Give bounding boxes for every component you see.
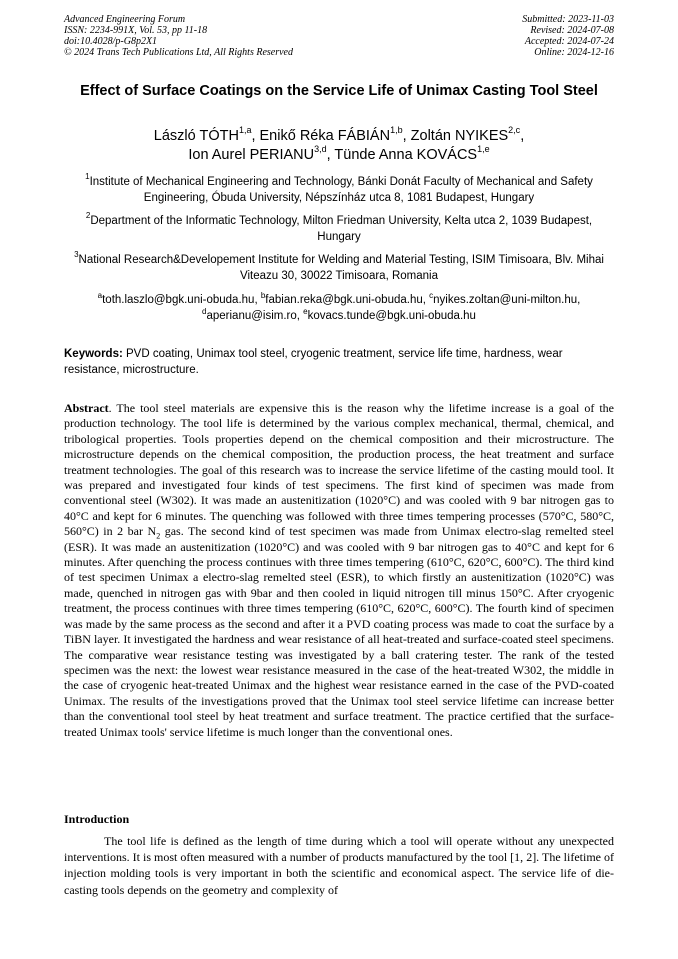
abstract bbox=[64, 401, 614, 740]
introduction-paragraph: The tool life is defined as the length of time during which a tool will operate without any unexpected interventions. It is most often measured with a number of products manufactured by the tool [1, 2]. The lifetime of injection molding tools is very important in both the scientific and economical aspect. The service life of die-casting tools depends on the geometry and complexity of bbox=[64, 834, 614, 897]
email-link[interactable]: fabian.reka@bgk.uni-obuda.hu bbox=[265, 294, 423, 306]
author-name: Enikő Réka FÁBIÁN bbox=[259, 128, 391, 144]
affiliation-2 bbox=[64, 213, 614, 245]
affiliation-marker: 2 bbox=[85, 211, 91, 221]
section-heading-introduction: Introduction bbox=[64, 812, 130, 826]
revised-date: Revised: 2024-07-08 bbox=[530, 25, 614, 36]
keywords-text: PVD coating, Unimax tool steel, cryogenic treatment, service life time, hardness, wear resistance, microstructure. bbox=[64, 348, 563, 376]
paper-title: Effect of Surface Coatings on the Service Life of Unimax Casting Tool Steel bbox=[80, 83, 598, 99]
affiliation-3 bbox=[64, 252, 614, 284]
journal-info bbox=[64, 14, 384, 58]
author-affil-marker: 1,e bbox=[477, 144, 490, 155]
submitted-date: Submitted: 2023-11-03 bbox=[522, 14, 614, 25]
author-name: Zoltán NYIKES bbox=[410, 128, 509, 144]
author-name: Tünde Anna KOVÁCS bbox=[334, 147, 478, 163]
accepted-date: Accepted: 2024-07-24 bbox=[524, 36, 614, 47]
affiliation-text: National Research&Developement Institute for Welding and Material Testing, ISIM Timisoara, Blv. Mihai Viteazu 30, 30022 Timisoara, Romania bbox=[78, 254, 604, 282]
affiliation-text: Department of the Informatic Technology, Milton Friedman University, Kelta utca 2, 1039 Budapest, Hungary bbox=[90, 215, 593, 243]
issn-line: ISSN: 2234-991X, Vol. 53, pp 11-18 bbox=[64, 25, 208, 36]
journal-name: Advanced Engineering Forum bbox=[64, 14, 186, 25]
author-affil-marker: 1,b bbox=[390, 125, 403, 136]
email-marker: e bbox=[303, 307, 308, 317]
email-link[interactable]: toth.laszlo@bgk.uni-obuda.hu bbox=[102, 294, 255, 306]
author-name: Ion Aurel PERIANU bbox=[188, 147, 315, 163]
affiliation-marker: 3 bbox=[74, 250, 79, 260]
email-marker: d bbox=[202, 307, 207, 317]
email-marker: b bbox=[260, 291, 266, 301]
doi-link[interactable]: doi:10.4028/p-G8p2X1 bbox=[64, 36, 158, 47]
submission-dates bbox=[374, 14, 614, 58]
keywords bbox=[64, 346, 614, 378]
author-affil-marker: 2,c bbox=[508, 125, 521, 136]
affiliation-1 bbox=[64, 174, 614, 206]
abstract-label: Abstract bbox=[64, 401, 109, 415]
abstract-text-continued: gas. The second kind of test specimen was made from Unimax electro-slag remelted steel (ESR). It was made an austenitization (1020°C) and was cooled with 9 bar nitrogen gas to 40°C and kept for 6 minutes. After quenching the process continues with three times tempering (610°C, 620°C, 600°C). The third kind of test specimen Unimax a electro-slag remelted steel (ESR), to which firstly an austenitization (1020°C) was made, quenched in nitrogen gas with 9bar and then cooled in liquid nitrogen till minus 150°C. After cryogenic treatment, the process continues with three times tempering (610°C, 620°C, 600°C). The fourth kind of specimen was made by the same process as the second and after it a PVD coating process was made to coat the surface by a TiBN layer. It investigated the hardness and wear resistance of all heat-treated and surface-coated steel specimens. The comparative wear resistance testing was investigated by a ball cratering tester. The rank of the tested specimen was the next: the lowest wear resistance measured in the case of the heat-treated W302, the middle in the case of cryogenic heat-treated Unimax and the highest wear resistance earned in the case of the PVD-coated Unimax. The results of the investigations proved that the Unimax tool steel service lifetime can increase better than the conventional tool steel by heat treatment and surface treatment. The practice certified that the surface-treated Unimax tools' service lifetime is much longer than the conventional ones. bbox=[64, 524, 615, 739]
email-link[interactable]: nyikes.zoltan@uni-milton.hu bbox=[433, 294, 578, 306]
email-link[interactable]: kovacs.tunde@bgk.uni-obuda.hu bbox=[307, 310, 476, 322]
email-marker: a bbox=[97, 291, 103, 301]
affiliation-text: Institute of Mechanical Engineering and Technology, Bánki Donát Faculty of Mechanical and Safety Engineering, Óbuda University, Népszínház utca 8, 1081 Budapest, Hungary bbox=[89, 176, 593, 204]
author-affil-marker: 1,a bbox=[238, 125, 252, 136]
affiliation-marker: 1 bbox=[85, 172, 90, 182]
email-link[interactable]: aperianu@isim.ro bbox=[206, 310, 297, 322]
author-affil-marker: 3,d bbox=[314, 144, 327, 155]
email-marker: c bbox=[429, 291, 434, 301]
subscript: 2 bbox=[156, 531, 161, 541]
copyright-line: © 2024 Trans Tech Publications Ltd, All Rights Reserved bbox=[64, 47, 293, 58]
email-list: $^a$toth.laszlo@bgk.uni-obuda.hu, $^b$fabian.reka@bgk.uni-obuda.hu, $^c$nyikes.zoltan@uni-milton.hu, $^d$aperianu@isim.ro, $^e$kovacs.tunde@bgk.uni-obuda.hu bbox=[97, 291, 581, 322]
online-date: Online: 2024-12-16 bbox=[534, 47, 614, 58]
author-list: László TÓTH$^{1,a}$, Enikő Réka FÁBIÁN$^{1,b}$, Zoltán NYIKES$^{2,c}$, Ion Aurel PERIANU$^{3,d}$, Tünde Anna KOVÁCS$^{1,e}$ bbox=[153, 125, 525, 163]
abstract-text: . The tool steel materials are expensive this is the reason why the lifetime increase is a goal of the production technology. The tool life is determined by the various complex mechanical, thermal, chemical, and tribological properties. Tools properties depend on the chemical composition and their microstructure. The microstructure depends on the chemical composition, the production process, the heat treatment and surface treatment technologies. The goal of this research was to increase the service lifetime of the casting mould tool. It was prepared and investigated four kinds of test specimens. The first kind of specimen was made from conventional steel (W302). It was made an austenitization (1020°C) and was cooled with 9 bar nitrogen gas to 40°C and kept for 6 minutes. The quenching was followed with three times tempering processes (570°C, 580°C, 560°C) in 2 bar N bbox=[64, 401, 614, 539]
author-name: László TÓTH bbox=[153, 128, 239, 144]
keywords-label: Keywords: bbox=[64, 348, 123, 360]
